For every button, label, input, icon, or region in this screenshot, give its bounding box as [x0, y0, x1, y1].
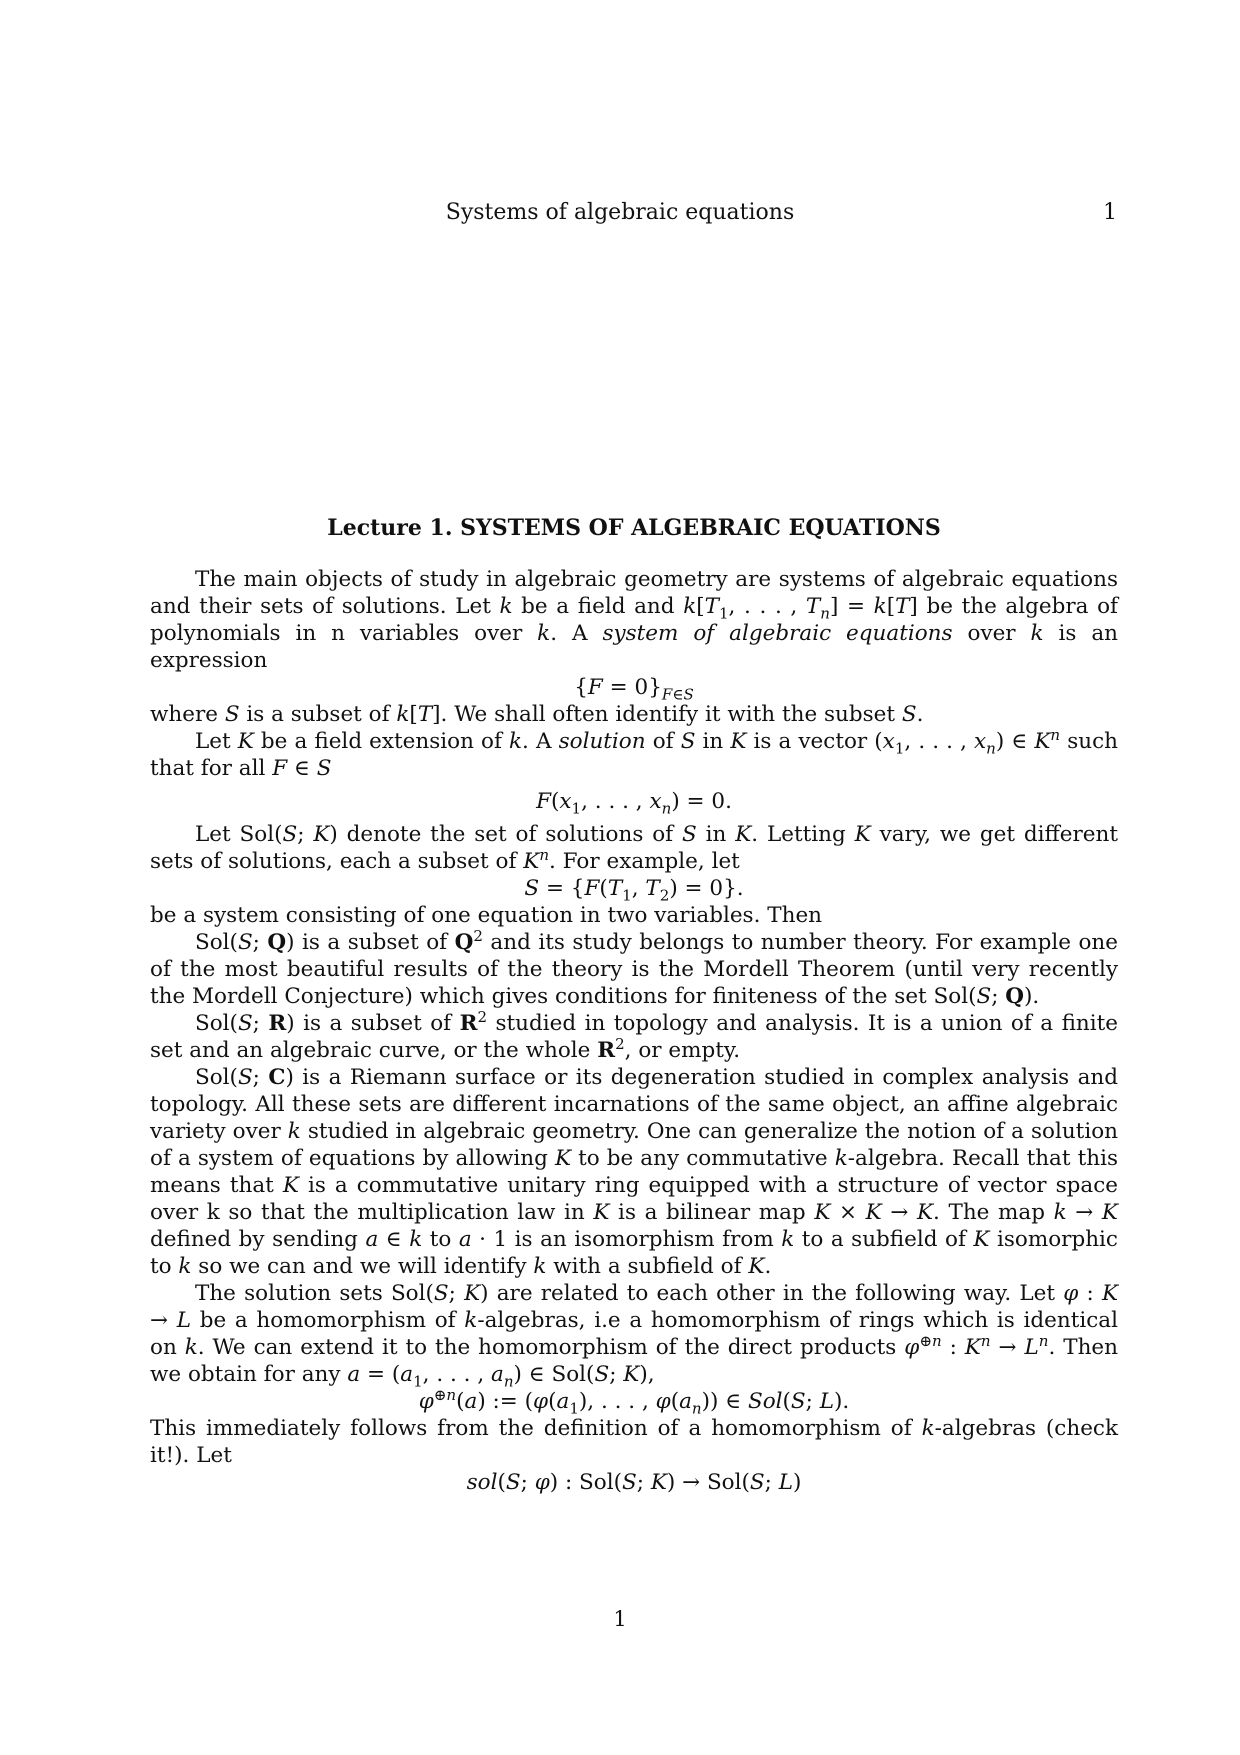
- lecture-title: Lecture 1. SYSTEMS OF ALGEBRAIC EQUATIONS: [327, 515, 941, 541]
- footer-page-number: 1: [613, 1607, 627, 1631]
- paragraph: Sol(S; R) is a subset of $R^2$ studied in topology and analysis. It is a union of a finite set and an algebraic curve, or the whole $R^2$, or empty.: [150, 1007, 1118, 1063]
- running-head-page-number: 1: [1103, 200, 1117, 225]
- paragraph: where S is a subset of k[T]. We shall often identify it with the subset S.: [150, 702, 924, 727]
- equation: $S = \{F(T_1$, $T_2) = 0$}.: [524, 876, 744, 905]
- paragraph: be a system consisting of one equation in two variables. Then: [150, 903, 823, 928]
- paragraph: Let K be a field extension of k. A solution of S in K is a vector ($x_1$, . . . , $x_n$) ∈ $K^n$ such that for all F ∈ S: [150, 725, 1118, 781]
- paragraph: The solution sets Sol(S; K) are related to each other in the following way. Let φ : K → L be a homomorphism of k-algebras, i.e a homomorphism of rings which is identical on k. We can extend it to the homomorphism of the direct products $\varphi^{\oplus n}$ : $K^n \to L^n$. Then we obtain for any $a = (a_1$, . . . , $a_n$) ∈ Sol(S; K),: [150, 1281, 1119, 1391]
- running-head-title: Systems of algebraic equations: [445, 200, 795, 225]
- paragraph: Let Sol(S; K) denote the set of solutions of S in K. Letting K vary, we get different sets of solutions, each a subset of $K^n$. For example, let: [150, 822, 1118, 874]
- body-text: [150, 566, 1118, 1496]
- paragraph: The main objects of study in algebraic geometry are systems of algebraic equations and their sets of solutions. Let k be a field and $k[T_1$, . . . , $T_n] = k[T]$ be the algebra of polynomials in n variables over k. A system of algebraic equations over k is an expression: [150, 567, 1119, 673]
- equation: $\varphi^{\oplus n}(a)$ := ($\varphi(a_1)$, . . . , $\varphi(a_n)$) ∈ Sol(S; L).: [418, 1385, 850, 1418]
- paragraph: Sol(S; C) is a Riemann surface or its degeneration studied in complex analysis and topology. All these sets are different incarnations of the same object, an affine algebraic variety over k studied in algebraic geometry. One can generalize the notion of a solution of a system of equations by allowing K to be any commutative k-algebra. Recall that this means that K is a commutative unitary ring equipped with a structure of vector space over k so that the multiplication law in K is a bilinear map K × K → K. The map k → K defined by sending a ∈ k to a · 1 is an isomorphism from k to a subfield of K isomorphic to k so we can and we will identify k with a subfield of K.: [150, 1065, 1119, 1279]
- equation: $\{F = 0\}_{F\in S}$: [574, 675, 694, 704]
- equation: sol(S; φ) : Sol(S; K) → Sol(S; L): [466, 1470, 802, 1495]
- equation: $F(x_1$, . . . , $x_n) = 0$.: [536, 789, 732, 818]
- paragraph: This immediately follows from the definition of a homomorphism of k-algebras (check it!). Let: [150, 1416, 1118, 1468]
- paragraph: Sol(S; Q) is a subset of $Q^2$ and its study belongs to number theory. For example one of the most beautiful results of the theory is the Mordell Theorem (until very recently the Mordell Conjecture) which gives conditions for finiteness of the set Sol(S; Q).: [150, 926, 1119, 1009]
